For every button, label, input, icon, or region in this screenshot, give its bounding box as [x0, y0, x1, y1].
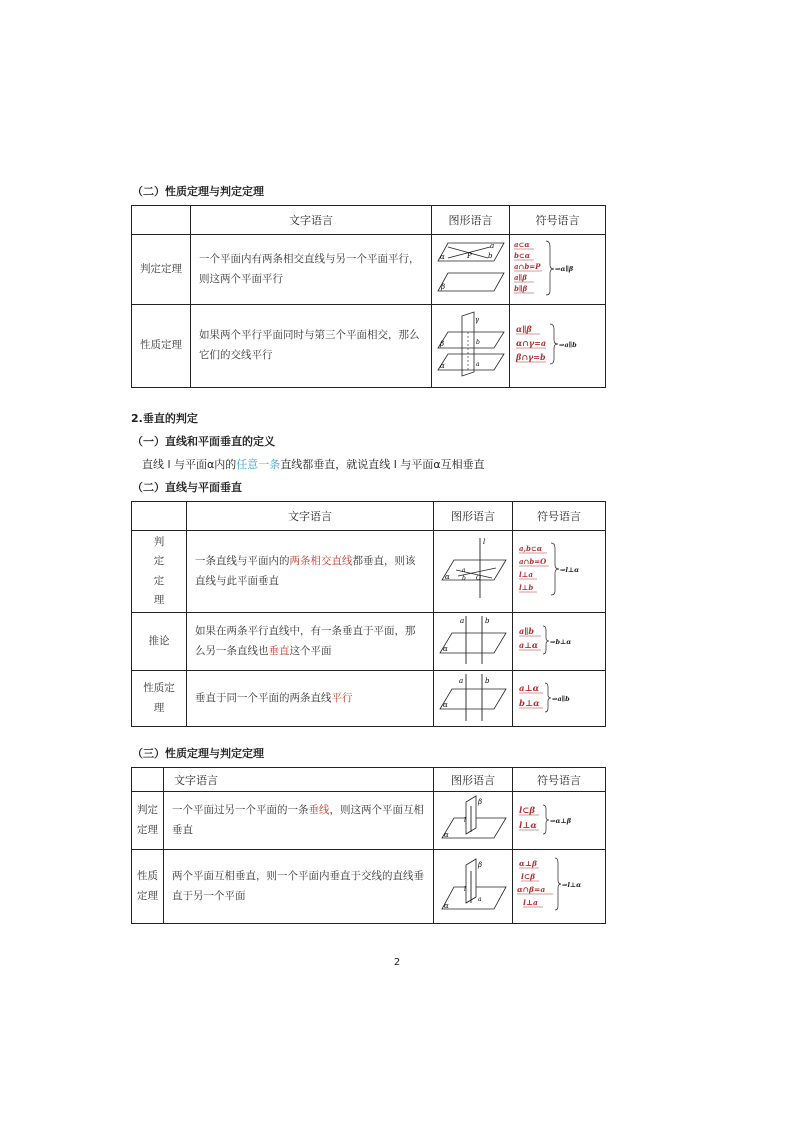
svg-text:a: a: [489, 242, 494, 250]
highlight-text: 垂线: [308, 803, 330, 816]
figure-cell: [432, 305, 510, 388]
header-figure-language: 图形语言: [434, 768, 513, 792]
table-row: [132, 531, 606, 613]
row-text: 如果两个平行平面同时与第三个平面相交，那么它们的交线平行: [191, 305, 432, 388]
row-label: 性质定理: [132, 850, 164, 924]
figure-cell: [432, 235, 510, 305]
symbol-cell: [513, 671, 606, 727]
figure-cell: [434, 613, 513, 671]
svg-text:l⊥a: l⊥a: [519, 570, 533, 579]
symbol-expression: [512, 320, 604, 370]
plane-perpendicular-property-figure: [436, 853, 510, 917]
table-row: [132, 235, 606, 305]
svg-text:l⊂β: l⊂β: [521, 872, 536, 881]
parallel-plane-theorem-table: [131, 205, 606, 388]
svg-text:⇒l⊥α: ⇒l⊥α: [562, 881, 582, 889]
svg-text:l⊥a: l⊥a: [523, 898, 538, 907]
svg-text:α∩γ=a: α∩γ=a: [515, 337, 546, 348]
definition-text: 直线 l 与平面α内的任意一条直线都垂直，就说直线 l 与平面α互相垂直: [142, 458, 485, 471]
svg-text:O: O: [476, 575, 481, 582]
svg-text:α: α: [444, 902, 449, 910]
svg-text:a∩b=P: a∩b=P: [513, 262, 540, 271]
svg-text:b∥β: b∥β: [513, 284, 527, 293]
row-label: 性质定理: [132, 305, 191, 388]
svg-text:a: a: [459, 677, 464, 685]
symbol-cell: [513, 531, 606, 613]
table-row: [132, 792, 606, 850]
row-text: 两个平面互相垂直，则一个平面内垂直于交线的直线垂直于另一个平面: [164, 850, 434, 924]
symbol-cell: [510, 235, 606, 305]
svg-text:α: α: [445, 573, 450, 581]
symbol-cell: [513, 850, 606, 924]
figure-cell: [434, 671, 513, 727]
header-symbol-language: 符号语言: [513, 768, 606, 792]
svg-text:b: b: [487, 252, 492, 260]
parallel-planes-figure: [434, 237, 508, 299]
svg-text:b⊥α: b⊥α: [519, 699, 540, 709]
svg-text:l⊂β: l⊂β: [519, 806, 535, 816]
svg-text:α: α: [439, 361, 445, 370]
header-symbol-language: 符号语言: [510, 206, 606, 235]
symbol-cell: [513, 613, 606, 671]
svg-text:l⊥b: l⊥b: [519, 583, 534, 592]
row-label: 性质定理: [132, 671, 187, 727]
section-title-perpendicular: 2.垂直的判定: [131, 412, 198, 425]
svg-text:a,b⊂α: a,b⊂α: [519, 544, 543, 553]
subheading-line-plane-definition: （一）直线和平面垂直的定义: [132, 435, 275, 448]
svg-text:a⊂α: a⊂α: [513, 240, 530, 249]
highlight-text: 平行: [331, 691, 353, 704]
table-row: [132, 305, 606, 388]
section-heading-parallel-theorems: （二）性质定理与判定定理: [132, 185, 264, 198]
svg-text:α: α: [439, 253, 445, 261]
row-text: 一个平面过另一个平面的一条垂线，则这两个平面互相垂直: [164, 792, 434, 850]
row-label: 判定定理: [132, 235, 191, 305]
symbol-expression: [515, 799, 603, 839]
row-text: 如果在两条平行直线中，有一条垂直于平面，那么另一条直线也垂直这个平面: [187, 613, 434, 671]
svg-text:α∥β: α∥β: [515, 323, 532, 334]
svg-text:β: β: [440, 283, 445, 291]
svg-text:a∩b=O: a∩b=O: [519, 557, 547, 566]
header-figure-language: 图形语言: [432, 206, 510, 235]
svg-text:l: l: [464, 817, 466, 824]
table-row: [132, 671, 606, 727]
figure-cell: [434, 792, 513, 850]
plane-perpendicular-figure: [436, 792, 510, 846]
highlight-text: 垂直: [268, 644, 290, 657]
svg-text:a∥b: a∥b: [519, 626, 535, 636]
svg-text:⇒l⊥α: ⇒l⊥α: [560, 566, 580, 574]
svg-text:β∩γ=b: β∩γ=b: [515, 351, 546, 362]
svg-text:a⊥α: a⊥α: [519, 684, 540, 694]
svg-text:P: P: [466, 252, 472, 260]
subheading-line-plane-perpendicular: （二）直线与平面垂直: [132, 481, 242, 494]
svg-text:⇒α∥β: ⇒α∥β: [554, 265, 573, 273]
header-text-language: 文字语言: [191, 206, 432, 235]
symbol-expression: [515, 677, 603, 717]
svg-text:α: α: [443, 645, 448, 653]
svg-text:b: b: [485, 677, 490, 685]
svg-text:γ: γ: [474, 315, 479, 324]
highlight-text: 任意一条: [236, 458, 281, 471]
svg-text:b: b: [485, 617, 490, 625]
row-text: 一条直线与平面内的两条相交直线都垂直，则该直线与此平面垂直: [187, 531, 434, 613]
symbol-cell: [513, 792, 606, 850]
row-label: 判定定理: [132, 792, 164, 850]
header-text-language: 文字语言: [187, 502, 434, 531]
svg-text:a: a: [478, 896, 482, 903]
symbol-expression: [512, 237, 604, 299]
row-label: 判定定理: [132, 531, 187, 613]
page-number: 2: [393, 957, 401, 968]
parallel-lines-perpendicular-figure: [436, 613, 510, 667]
svg-text:a: a: [475, 360, 480, 368]
perpendicular-lines-parallel-figure: [436, 671, 510, 723]
row-label: 推论: [132, 613, 187, 671]
highlight-text: 两条相交直线: [289, 554, 353, 567]
svg-text:β: β: [478, 798, 483, 806]
svg-text:α∩β=a: α∩β=a: [517, 885, 546, 894]
svg-text:a∥β: a∥β: [513, 273, 527, 282]
svg-text:α: α: [444, 831, 449, 839]
svg-text:l: l: [464, 886, 466, 893]
svg-text:β: β: [478, 861, 483, 869]
svg-text:⇒a∥b: ⇒a∥b: [552, 695, 570, 703]
svg-text:a: a: [460, 617, 465, 625]
svg-text:⇒α⊥β: ⇒α⊥β: [550, 817, 572, 825]
header-symbol-language: 符号语言: [513, 502, 606, 531]
svg-text:b⊂α: b⊂α: [513, 251, 530, 260]
figure-cell: [434, 850, 513, 924]
parallel-intersection-figure: [434, 310, 508, 380]
header-text-language: 文字语言: [164, 768, 434, 792]
figure-cell: [434, 531, 513, 613]
line-plane-perpendicular-table: [131, 501, 606, 727]
section-heading-plane-plane-theorems: （三）性质定理与判定定理: [132, 747, 264, 760]
symbol-expression: [515, 854, 603, 916]
row-text: 一个平面内有两条相交直线与另一个平面平行，则这两个平面平行: [191, 235, 432, 305]
symbol-expression: [515, 539, 603, 601]
svg-text:β: β: [439, 339, 444, 348]
svg-text:⇒a∥b: ⇒a∥b: [558, 340, 577, 349]
svg-text:l: l: [483, 538, 486, 546]
row-text: 垂直于同一个平面的两条直线平行: [187, 671, 434, 727]
plane-plane-perpendicular-table: [131, 767, 606, 924]
symbol-cell: [510, 305, 606, 388]
svg-text:a⊥α: a⊥α: [519, 640, 539, 650]
table-row: [132, 613, 606, 671]
svg-text:a: a: [462, 567, 466, 574]
svg-text:b: b: [462, 575, 466, 582]
header-figure-language: 图形语言: [434, 502, 513, 531]
svg-text:⇒b⊥α: ⇒b⊥α: [550, 638, 572, 646]
symbol-expression: [515, 620, 603, 660]
table-row: [132, 850, 606, 924]
svg-text:α⊥β: α⊥β: [519, 859, 537, 868]
svg-text:b: b: [475, 338, 480, 346]
svg-text:l⊥α: l⊥α: [519, 821, 537, 831]
svg-text:α: α: [443, 701, 448, 709]
line-perpendicular-figure: [436, 534, 510, 606]
